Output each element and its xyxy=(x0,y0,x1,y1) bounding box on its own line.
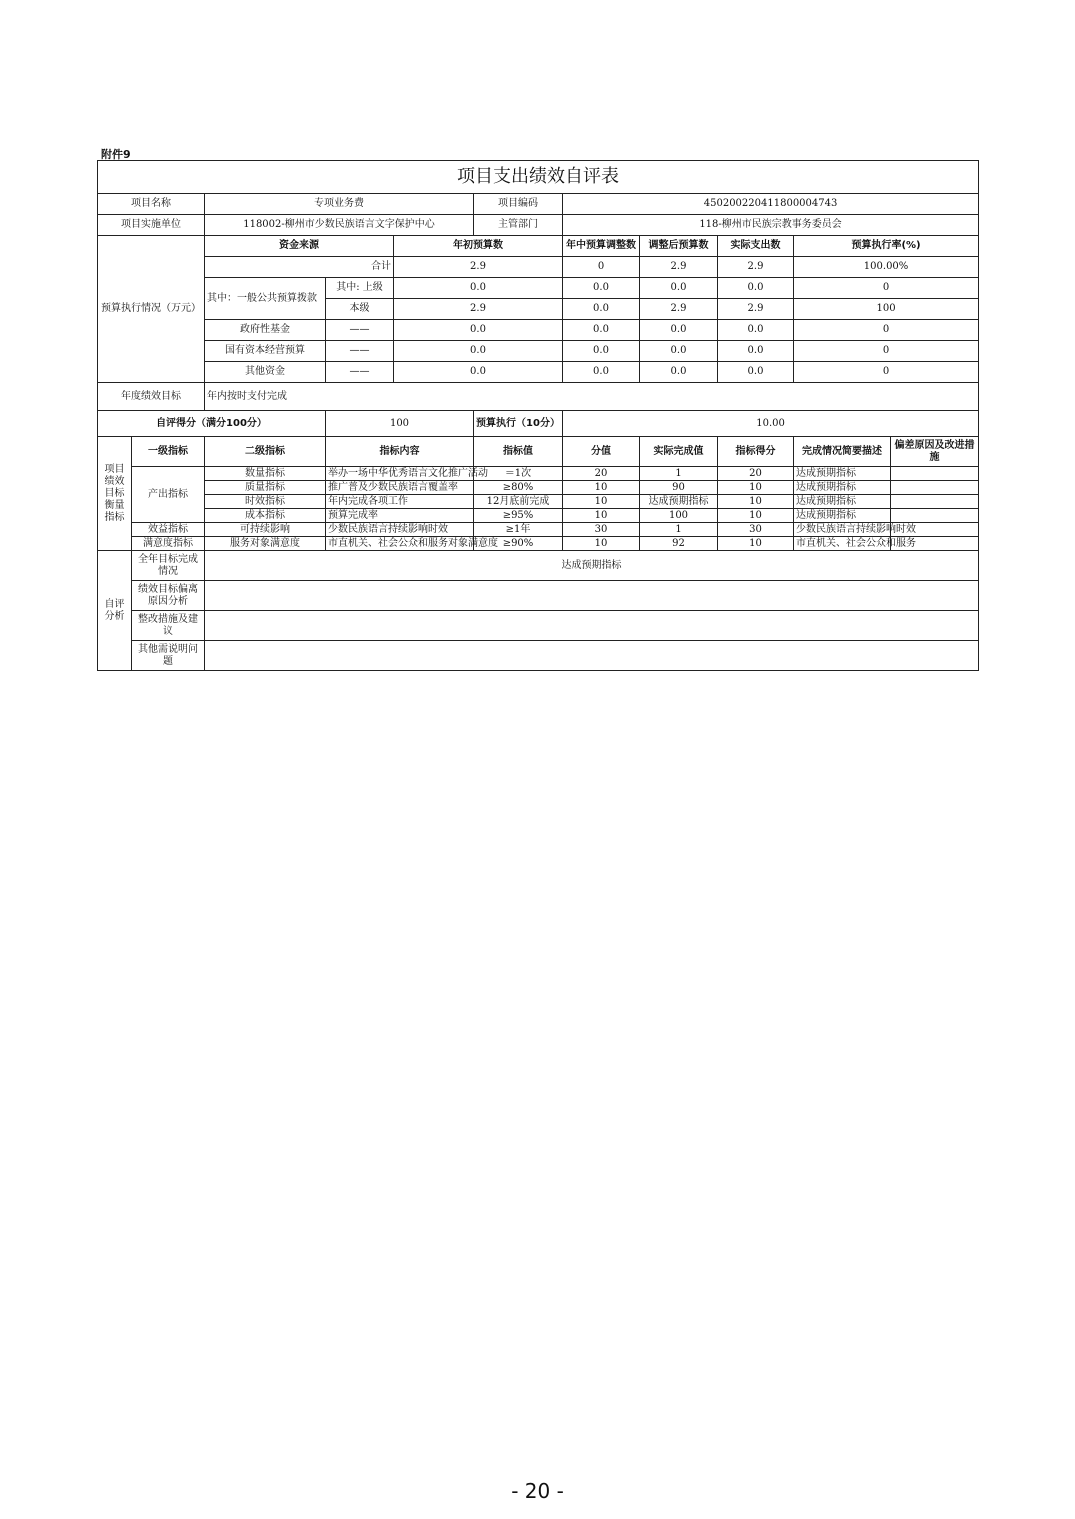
table-row-actual: 1 xyxy=(640,467,718,481)
budget-other-adjust: 0.0 xyxy=(563,362,640,383)
budget-header-initial: 年初预算数 xyxy=(394,236,563,257)
budget-gov-fund-label: 政府性基金 xyxy=(205,320,326,341)
dept-label: 主管部门 xyxy=(474,215,563,236)
table-row-level2: 服务对象满意度 xyxy=(205,537,326,551)
output-indicator-label: 产出指标 xyxy=(132,467,205,523)
table-row-reason xyxy=(891,467,979,481)
budget-section-label: 预算执行情况（万元） xyxy=(98,236,205,383)
project-code-value: 450200220411800004743 xyxy=(563,194,979,215)
project-name-value: 专项业务费 xyxy=(205,194,474,215)
table-row-content: 年内完成各项工作 xyxy=(326,495,474,509)
budget-other-initial: 0.0 xyxy=(394,362,563,383)
budget-total-label: 合计 xyxy=(205,257,394,278)
table-row-status: 达成预期指标 xyxy=(794,481,891,495)
table-row-target: ＝1次 xyxy=(474,467,563,481)
table-row-points: 30 xyxy=(563,523,640,537)
table-row-score: 10 xyxy=(718,537,794,551)
table-row-actual: 90 xyxy=(640,481,718,495)
budget-total-after: 2.9 xyxy=(640,257,718,278)
table-row-target: ≥1年 xyxy=(474,523,563,537)
unit-value: 118002-柳州市少数民族语言文字保护中心 xyxy=(205,215,474,236)
table-row-reason xyxy=(891,495,979,509)
table-row-actual: 100 xyxy=(640,509,718,523)
table-row-score: 10 xyxy=(718,481,794,495)
ind-header-score: 指标得分 xyxy=(718,437,794,467)
budget-exec-value: 10.00 xyxy=(563,411,979,437)
budget-header-source: 资金来源 xyxy=(205,236,394,257)
budget-upper-after: 0.0 xyxy=(640,278,718,299)
table-row-points: 10 xyxy=(563,509,640,523)
project-name-label: 项目名称 xyxy=(98,194,205,215)
table-row-status: 达成预期指标 xyxy=(794,467,891,481)
table-row-score: 10 xyxy=(718,495,794,509)
budget-header-rate: 预算执行率(%) xyxy=(794,236,979,257)
table-row-content: 市直机关、社会公众和服务对象满意度 xyxy=(326,537,474,551)
budget-local-after: 2.9 xyxy=(640,299,718,320)
self-eval-section-label: 自评分析 xyxy=(98,551,132,671)
ind-header-content: 指标内容 xyxy=(326,437,474,467)
budget-upper-initial: 0.0 xyxy=(394,278,563,299)
annex-label: 附件9 xyxy=(101,148,131,161)
table-row-points: 10 xyxy=(563,481,640,495)
table-row-content: 举办一场中华优秀语言文化推广活动 xyxy=(326,467,474,481)
budget-total-initial: 2.9 xyxy=(394,257,563,278)
table-row-points: 20 xyxy=(563,467,640,481)
table-row-content: 推广普及少数民族语言覆盖率 xyxy=(326,481,474,495)
budget-header-adjust: 年中预算调整数 xyxy=(563,236,640,257)
table-row-level2: 数量指标 xyxy=(205,467,326,481)
budget-soe-actual: 0.0 xyxy=(718,341,794,362)
table-row-target: ≥80% xyxy=(474,481,563,495)
budget-total-rate: 100.00% xyxy=(794,257,979,278)
budget-exec-label: 预算执行（10分） xyxy=(474,411,563,437)
self-score-label: 自评得分（满分100分） xyxy=(98,411,326,437)
table-row-actual: 达成预期指标 xyxy=(640,495,718,509)
table-title: 项目支出绩效自评表 xyxy=(98,161,979,194)
budget-soe-rate: 0 xyxy=(794,341,979,362)
table-row-score: 20 xyxy=(718,467,794,481)
budget-gov-fund-rate: 0 xyxy=(794,320,979,341)
table-row-reason xyxy=(891,509,979,523)
budget-other-rate: 0 xyxy=(794,362,979,383)
table-row-status: 市直机关、社会公众和服务 xyxy=(794,537,891,551)
budget-soe-label: 国有资本经营预算 xyxy=(205,341,326,362)
ind-header-reason: 偏差原因及改进措施 xyxy=(891,437,979,467)
budget-gov-fund-after: 0.0 xyxy=(640,320,718,341)
budget-local-adjust: 0.0 xyxy=(563,299,640,320)
self-eval-row-value xyxy=(205,611,979,641)
ind-header-level1: 一级指标 xyxy=(132,437,205,467)
unit-label: 项目实施单位 xyxy=(98,215,205,236)
budget-header-actual: 实际支出数 xyxy=(718,236,794,257)
budget-soe-after: 0.0 xyxy=(640,341,718,362)
budget-local-rate: 100 xyxy=(794,299,979,320)
self-eval-row-label: 其他需说明问题 xyxy=(132,641,205,671)
budget-gov-fund-actual: 0.0 xyxy=(718,320,794,341)
table-row-actual: 1 xyxy=(640,523,718,537)
ind-header-actual: 实际完成值 xyxy=(640,437,718,467)
table-row-level2: 成本指标 xyxy=(205,509,326,523)
table-row-content: 预算完成率 xyxy=(326,509,474,523)
budget-local-label: 本级 xyxy=(326,299,394,320)
budget-soe-adjust: 0.0 xyxy=(563,341,640,362)
budget-other-actual: 0.0 xyxy=(718,362,794,383)
table-row-status: 达成预期指标 xyxy=(794,495,891,509)
budget-soe-initial: 0.0 xyxy=(394,341,563,362)
budget-other-label: 其他资金 xyxy=(205,362,326,383)
budget-upper-actual: 0.0 xyxy=(718,278,794,299)
table-row-level2: 时效指标 xyxy=(205,495,326,509)
self-score-value: 100 xyxy=(326,411,474,437)
ind-header-status: 完成情况简要描述 xyxy=(794,437,891,467)
dept-value: 118-柳州市民族宗教事务委员会 xyxy=(563,215,979,236)
ind-header-level2: 二级指标 xyxy=(205,437,326,467)
budget-gov-fund-adjust: 0.0 xyxy=(563,320,640,341)
self-eval-row-value xyxy=(205,581,979,611)
annual-goal-label: 年度绩效目标 xyxy=(98,383,205,411)
budget-soe-dash: —— xyxy=(326,341,394,362)
budget-total-adjust: 0 xyxy=(563,257,640,278)
budget-total-actual: 2.9 xyxy=(718,257,794,278)
table-row-level2: 可持续影响 xyxy=(205,523,326,537)
table-row-target: ≥95% xyxy=(474,509,563,523)
benefit-indicator-label: 效益指标 xyxy=(132,523,205,537)
budget-gov-fund-initial: 0.0 xyxy=(394,320,563,341)
table-row-status: 少数民族语言持续影响时效 xyxy=(794,523,891,537)
ind-header-points: 分值 xyxy=(563,437,640,467)
table-row-actual: 92 xyxy=(640,537,718,551)
table-row-target: ≥90% xyxy=(474,537,563,551)
budget-other-dash: —— xyxy=(326,362,394,383)
table-row-score: 30 xyxy=(718,523,794,537)
budget-header-after: 调整后预算数 xyxy=(640,236,718,257)
budget-upper-rate: 0 xyxy=(794,278,979,299)
budget-general-label: 其中：一般公共预算拨款 xyxy=(205,278,326,320)
table-row-level2: 质量指标 xyxy=(205,481,326,495)
self-eval-row-label: 整改措施及建议 xyxy=(132,611,205,641)
table-row-points: 10 xyxy=(563,537,640,551)
table-row-content: 少数民族语言持续影响时效 xyxy=(326,523,474,537)
table-row-reason xyxy=(891,481,979,495)
budget-local-actual: 2.9 xyxy=(718,299,794,320)
self-eval-row-label: 绩效目标偏离原因分析 xyxy=(132,581,205,611)
ind-header-target: 指标值 xyxy=(474,437,563,467)
table-row-target: 12月底前完成 xyxy=(474,495,563,509)
self-eval-row-label: 全年目标完成情况 xyxy=(132,551,205,581)
page-number: - 20 - xyxy=(511,1479,564,1503)
budget-local-initial: 2.9 xyxy=(394,299,563,320)
budget-upper-adjust: 0.0 xyxy=(563,278,640,299)
budget-gov-fund-dash: —— xyxy=(326,320,394,341)
budget-other-after: 0.0 xyxy=(640,362,718,383)
indicators-section-label: 项目绩效目标衡量指标 xyxy=(98,437,132,551)
budget-upper-label: 其中: 上级 xyxy=(326,278,394,299)
satisfaction-indicator-label: 满意度指标 xyxy=(132,537,205,551)
table-row-points: 10 xyxy=(563,495,640,509)
table-row-score: 10 xyxy=(718,509,794,523)
project-code-label: 项目编码 xyxy=(474,194,563,215)
self-eval-row-value xyxy=(205,641,979,671)
performance-self-eval-table xyxy=(97,160,979,671)
table-row-status: 达成预期指标 xyxy=(794,509,891,523)
self-eval-row-value: 达成预期指标 xyxy=(205,551,979,581)
annual-goal-value: 年内按时支付完成 xyxy=(205,383,979,411)
